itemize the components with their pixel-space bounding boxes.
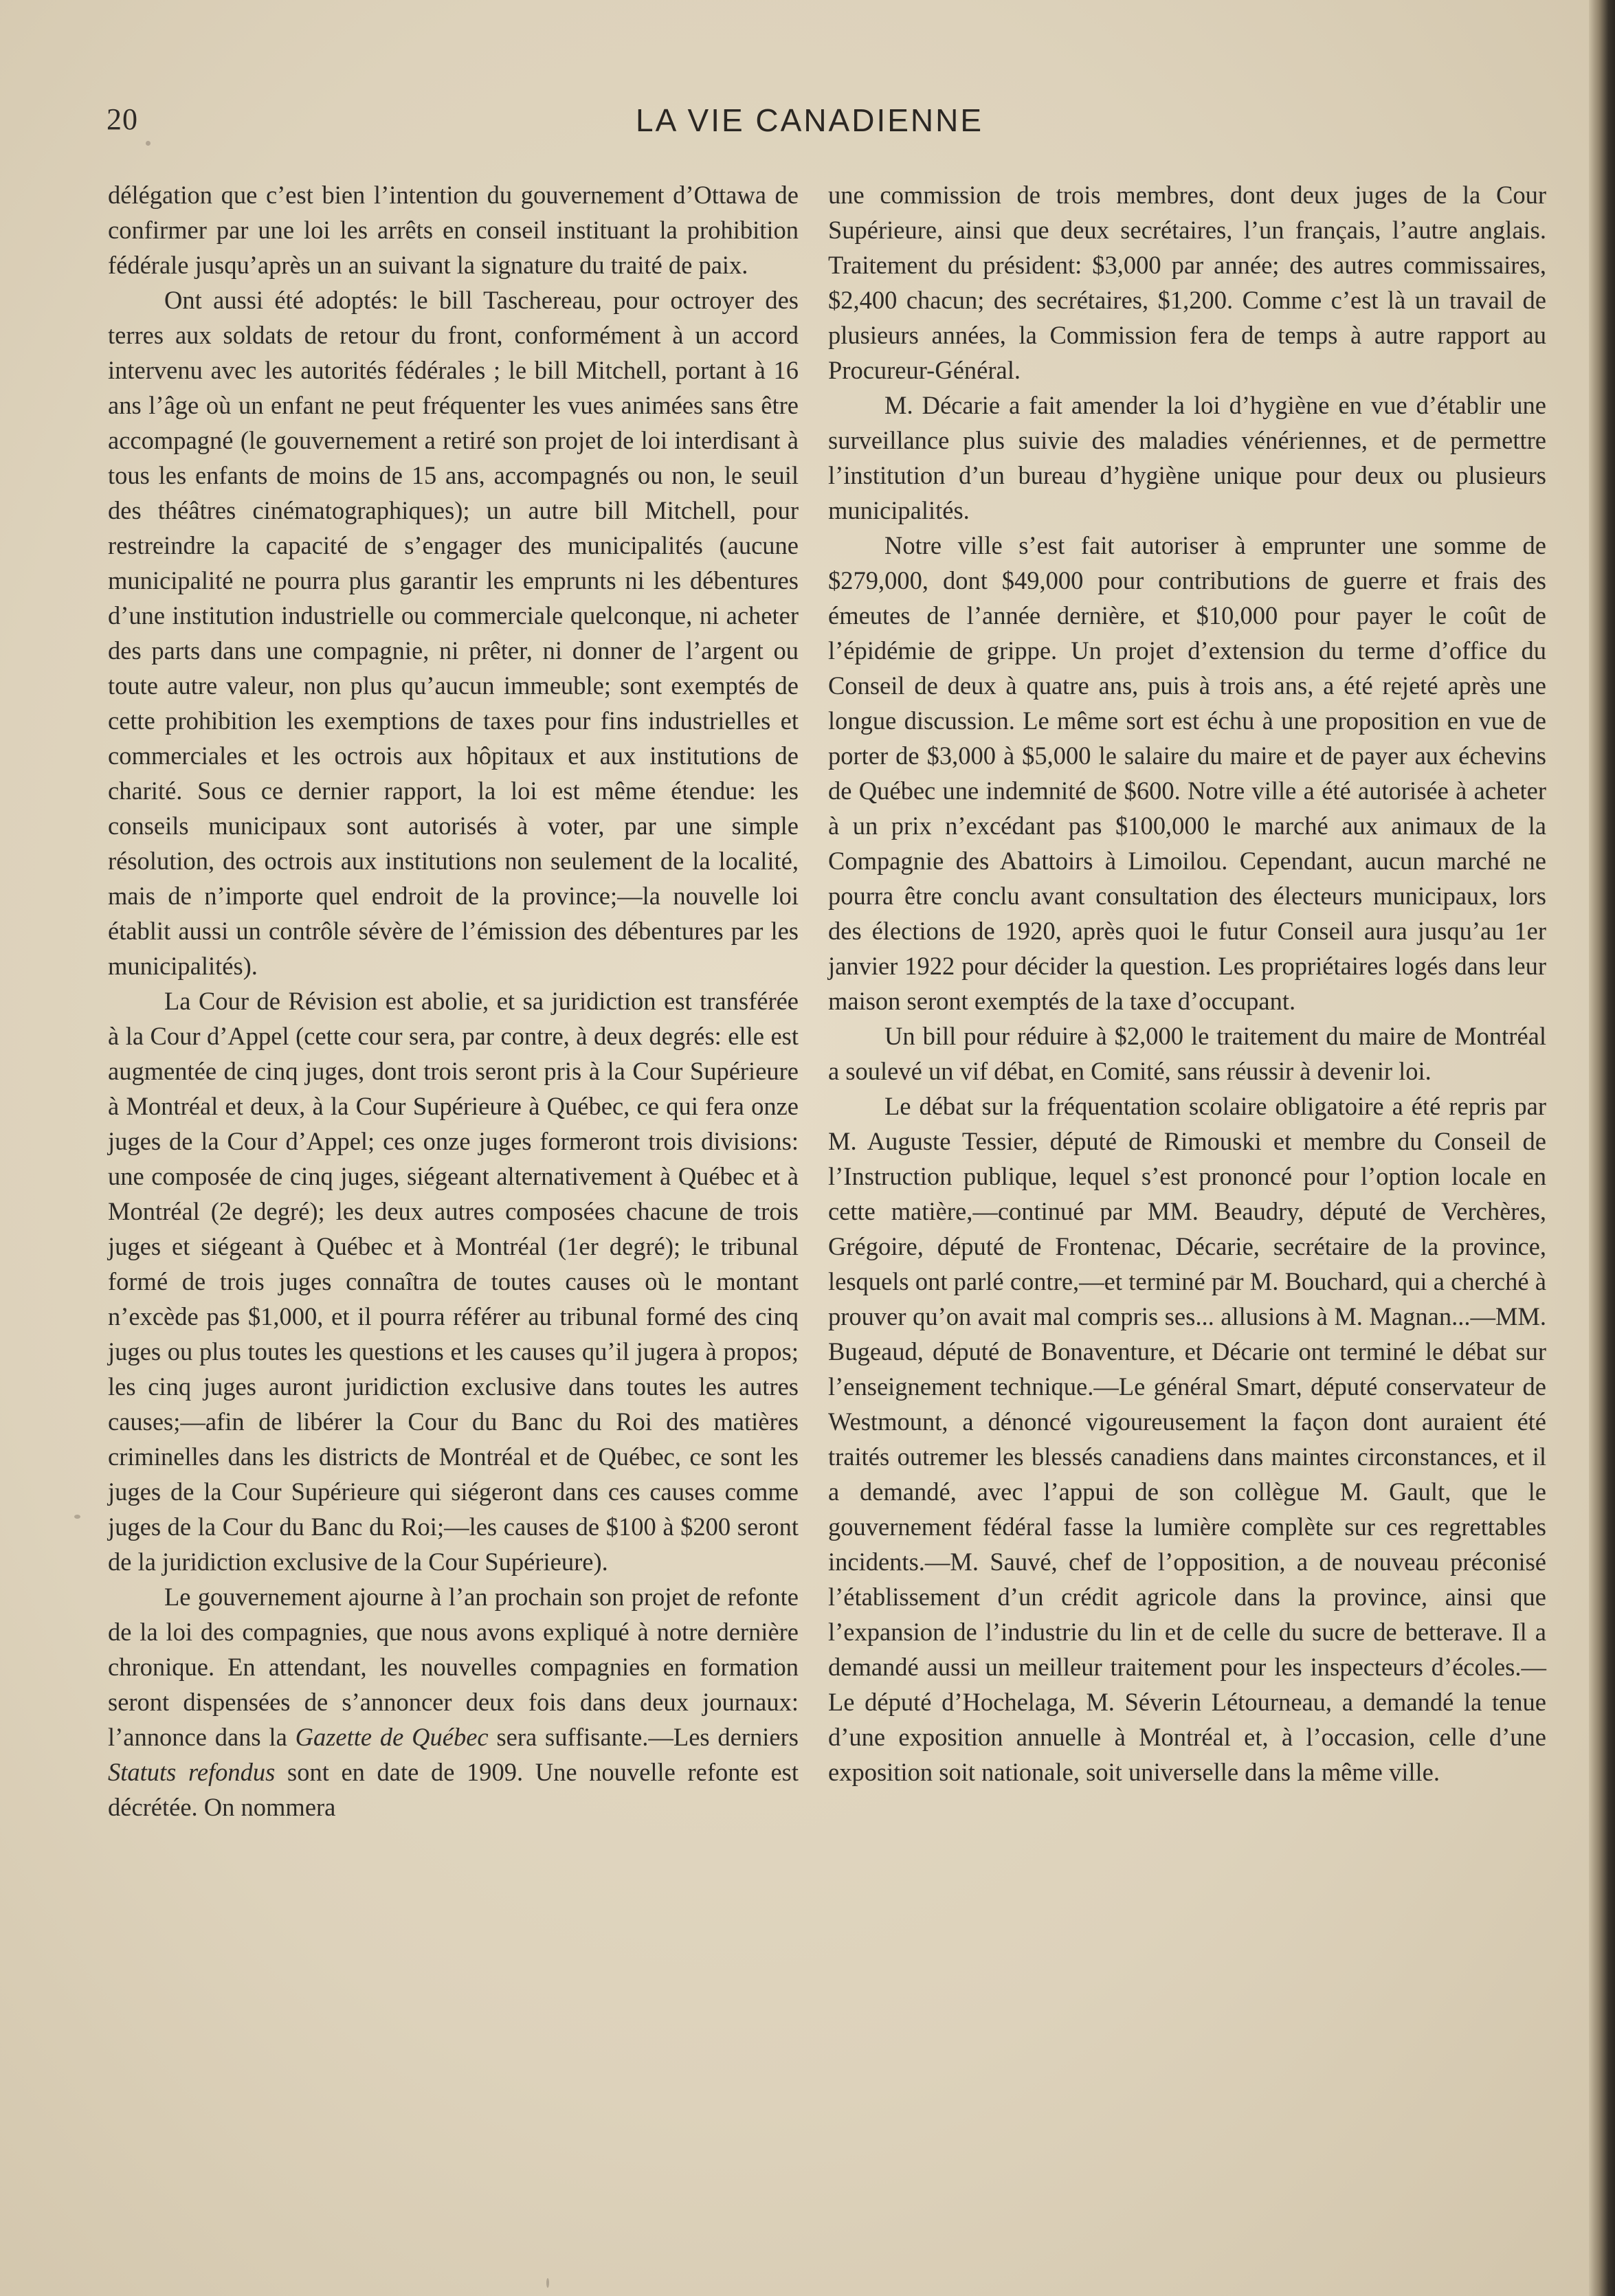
page-binding-edge (1589, 0, 1615, 2296)
publication-title: Statuts refondus (108, 1758, 276, 1786)
text-run: Le gouvernement ajourne à l’an prochain son projet de refonte de la loi des compagnies, que nous avons expliqué à notre dernière chronique. En attendant, les nouvelles compagnies en formation seront dispensées de s’annoncer deux fois dans deux journaux: l’annonce dans la (108, 1583, 799, 1751)
paragraph: Notre ville s’est fait autoriser à emprunter une somme de $279,000, dont $49,000 pour contributions de guerre et frais des émeutes de l’année dernière, et $10,000 pour payer le coût de l’épidémie de grippe. Un projet d’extension du terme d’office du Conseil de deux à quatre ans, puis à trois ans, a été rejeté après une longue discussion. Le même sort est échu à une proposition en vue de porter de $3,000 à $5,000 le salaire du maire et de payer aux échevins de Québec une indemnité de $600. Notre ville a été autorisée à acheter à un prix n’excédant pas $100,000 le marché aux animaux de la Compagnie des Abattoirs à Limoilou. Cependant, aucun marché ne pourra être conclu avant consultation des électeurs municipaux, lors des élections de 1920, après quoi le futur Conseil aura jusqu’au 1er janvier 1922 pour décider la question. Les propriétaires logés dans leur maison seront exemptés de la taxe d’occupant. (828, 531, 1546, 1015)
running-title: LA VIE CANADIENNE (636, 102, 984, 138)
text-run: sont en date de 1909. Une nouvelle refonte est décrétée. On nommera (108, 1758, 799, 1821)
paragraph: Le débat sur la fréquentation scolaire obligatoire a été repris par M. Auguste Tessier, député de Rimouski et membre du Conseil de l’Instruction publique, lequel s’est prononcé pour l’option locale en cette matière,—continué par MM. Beaudry, député de Verchères, Grégoire, député de Frontenac, Décarie, secrétaire de la province, lesquels ont parlé contre,—et terminé par M. Bouchard, qui a cherché à prouver qu’on avait mal compris ses... allusions à M. Magnan...—MM. Bugeaud, député de Bonaventure, et Décarie ont terminé le débat sur l’enseignement technique.—Le général Smart, député conservateur de Westmount, a dénoncé vigoureusement la façon dont auraient été traités outremer les blessés canadiens dans maintes circonstances, et il a demandé, avec l’appui de son collègue M. Gault, que le gouvernement fédéral fasse la lumière complète sur ces regrettables incidents.—M. Sauvé, chef de l’opposition, a de nouveau préconisé l’établissement d’un crédit agricole dans la province, ainsi que l’expansion de l’industrie du lin et de celle du sucre de betterave. Il a demandé aussi un meilleur traitement pour les inspecteurs d’écoles.—Le député d’Hochelaga, M. Séverin Létourneau, a demandé la tenue d’une exposition annuelle à Montréal et, à l’occasion, celle d’une exposition soit nationale, soit universelle dans la même ville. (828, 1092, 1546, 1786)
left-column (108, 177, 799, 1825)
paragraph: La Cour de Révision est abolie, et sa juridiction est transférée à la Cour d’Appel (cette cour sera, par contre, à deux degrés: elle est augmentée de cinq juges, dont trois seront pris à la Cour Supérieure à Montréal et deux, à la Cour Supérieure à Québec, ce qui fera onze juges de la Cour d’Appel; ces onze juges formeront trois divisions: une composée de cinq juges, siégeant alternativement à Québec et à Montréal (2e degré); les deux autres composées chacune de trois juges et siégeant à Québec et à Montréal (1er degré); le tribunal formé de trois juges connaîtra de toutes causes où le montant n’excède pas $1,000, et il pourra référer au tribunal formé des cinq juges ou plus toutes les questions et les causes qu’il jugera à propos; les cinq juges auront juridiction exclusive dans toutes les autres causes;—afin de libérer la Cour du Banc du Roi des matières criminelles dans les districts de Montréal et de Québec, ce sont les juges de la Cour Supérieure qui siégeront dans ces causes comme juges de la Cour du Banc du Roi;—les causes de $100 à $200 seront de la juridiction exclusive de la Cour Supérieure). (108, 987, 799, 1576)
paragraph: Un bill pour réduire à $2,000 le traitement du maire de Montréal a soulevé un vif débat, en Comité, sans réussir à devenir loi. (828, 1022, 1546, 1085)
paragraph: une commission de trois membres, dont deux juges de la Cour Supérieure, ainsi que deux secrétaires, l’un français, l’autre anglais. Traitement du président: $3,000 par année; des autres commissaires, $2,400 chacun; des secrétaires, $1,200. Comme c’est là un travail de plusieurs années, la Commission fera de temps à autre rapport au Procureur-Général. (828, 181, 1546, 384)
paragraph: délégation que c’est bien l’intention du gouvernement d’Ottawa de confirmer par une loi les arrêts en conseil instituant la prohibition fédérale jusqu’après un an suivant la signature du traité de paix. (108, 181, 799, 279)
ink-speck (74, 1515, 80, 1519)
paragraph: M. Décarie a fait amender la loi d’hygiène en vue d’établir une surveillance plus suivie des maladies vénériennes, et de permettre l’institution d’un bureau d’hygiène unique pour deux ou plusieurs municipalités. (828, 391, 1546, 524)
page-number: 20 (107, 102, 138, 136)
publication-title: Gazette de Québec (295, 1723, 489, 1751)
right-column (828, 177, 1546, 1790)
paragraph: Ont aussi été adoptés: le bill Taschereau, pour octroyer des terres aux soldats de retour du front, conformément à un accord intervenu avec les autorités fédérales ; le bill Mitchell, portant à 16 ans l’âge où un enfant ne peut fréquenter les vues animées sans être accompagné (le gouvernement a retiré son projet de loi interdisant à tous les enfants de moins de 15 ans, accompagnés ou non, le seuil des théâtres cinématographiques); un autre bill Mitchell, pour restreindre la capacité de s’engager des municipalités (aucune municipalité ne pourra plus garantir les emprunts ni les débentures d’une institution industrielle ou commerciale quelconque, ni acheter des parts dans une compagnie, ni prêter, ni donner de l’argent ou toute autre valeur, non plus qu’aucun immeuble; sont exemptés de cette prohibition les exemptions de taxes pour fins industrielles et commerciales et les octrois aux hôpitaux et aux institutions de charité. Sous ce dernier rapport, la loi est même étendue: les conseils municipaux sont autorisés à voter, par une simple résolution, des octrois aux institutions non seulement de la localité, mais de n’importe quel endroit de la province;—la nouvelle loi établit aussi un contrôle sévère de l’émission des débentures par les municipalités). (108, 286, 799, 980)
text-run: sera suffisante.—Les derniers (488, 1723, 799, 1751)
ink-speck (546, 2278, 549, 2288)
paragraph (108, 1579, 799, 1825)
page-header (107, 102, 1069, 150)
